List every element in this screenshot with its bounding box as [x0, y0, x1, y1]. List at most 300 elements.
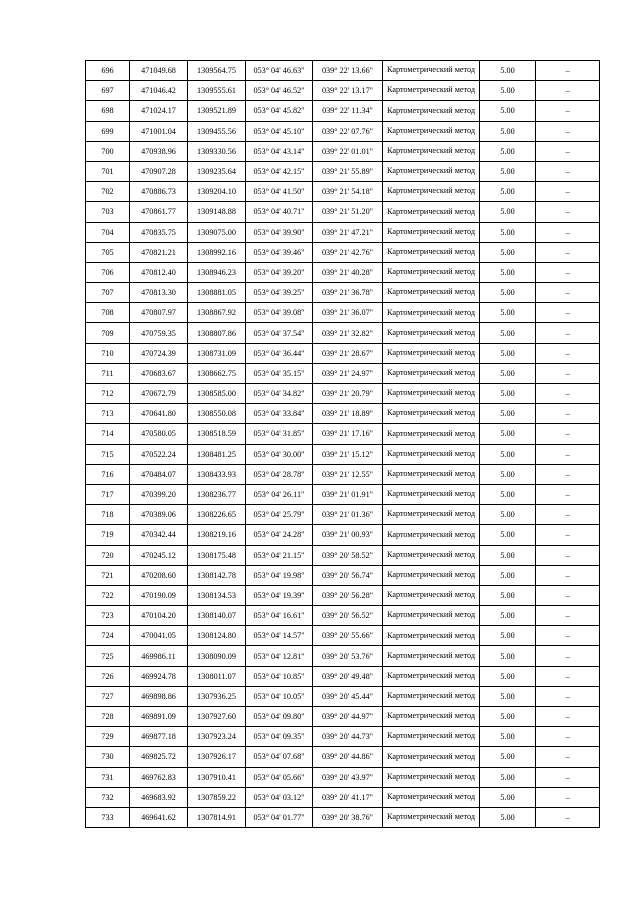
x-coordinate-cell: 470399.20	[130, 484, 188, 504]
table-row	[86, 565, 600, 585]
y-coordinate-cell: 1308140.07	[188, 606, 246, 626]
table-row	[86, 626, 600, 646]
point-number-cell: 697	[86, 81, 130, 101]
note-cell: –	[536, 81, 600, 101]
method-cell: Картометрический метод	[383, 424, 480, 444]
y-coordinate-cell: 1308518.59	[188, 424, 246, 444]
method-cell: Картометрический метод	[383, 404, 480, 424]
point-number-cell: 699	[86, 121, 130, 141]
accuracy-cell: 5.00	[480, 565, 536, 585]
latitude-cell: 053° 04' 09.80"	[246, 707, 313, 727]
accuracy-cell: 5.00	[480, 283, 536, 303]
method-cell: Картометрический метод	[383, 343, 480, 363]
longitude-cell: 039° 20' 44.86"	[313, 747, 383, 767]
point-number-cell: 732	[86, 787, 130, 807]
point-number-cell: 733	[86, 807, 130, 827]
x-coordinate-cell: 469891.09	[130, 707, 188, 727]
y-coordinate-cell: 1308011.07	[188, 666, 246, 686]
accuracy-cell: 5.00	[480, 606, 536, 626]
y-coordinate-cell: 1308124.80	[188, 626, 246, 646]
point-number-cell: 710	[86, 343, 130, 363]
point-number-cell: 702	[86, 182, 130, 202]
method-cell: Картометрический метод	[383, 121, 480, 141]
latitude-cell: 053° 04' 12.81"	[246, 646, 313, 666]
table-row	[86, 424, 600, 444]
latitude-cell: 053° 04' 31.85"	[246, 424, 313, 444]
method-cell: Картометрический метод	[383, 81, 480, 101]
table-row	[86, 323, 600, 343]
latitude-cell: 053° 04' 39.25"	[246, 283, 313, 303]
table-row	[86, 666, 600, 686]
method-cell: Картометрический метод	[383, 585, 480, 605]
note-cell: –	[536, 646, 600, 666]
accuracy-cell: 5.00	[480, 343, 536, 363]
y-coordinate-cell: 1308946.23	[188, 262, 246, 282]
latitude-cell: 053° 04' 45.10"	[246, 121, 313, 141]
x-coordinate-cell: 470861.77	[130, 202, 188, 222]
accuracy-cell: 5.00	[480, 666, 536, 686]
note-cell: –	[536, 202, 600, 222]
method-cell: Картометрический метод	[383, 323, 480, 343]
method-cell: Картометрический метод	[383, 242, 480, 262]
method-cell: Картометрический метод	[383, 182, 480, 202]
y-coordinate-cell: 1309521.89	[188, 101, 246, 121]
accuracy-cell: 5.00	[480, 545, 536, 565]
point-number-cell: 701	[86, 161, 130, 181]
latitude-cell: 053° 04' 28.78"	[246, 464, 313, 484]
table-row	[86, 202, 600, 222]
y-coordinate-cell: 1308226.65	[188, 505, 246, 525]
longitude-cell: 039° 20' 44.73"	[313, 727, 383, 747]
y-coordinate-cell: 1308807.86	[188, 323, 246, 343]
point-number-cell: 717	[86, 484, 130, 504]
y-coordinate-cell: 1308219.16	[188, 525, 246, 545]
point-number-cell: 727	[86, 686, 130, 706]
longitude-cell: 039° 20' 56.74"	[313, 565, 383, 585]
latitude-cell: 053° 04' 39.46"	[246, 242, 313, 262]
accuracy-cell: 5.00	[480, 767, 536, 787]
accuracy-cell: 5.00	[480, 404, 536, 424]
accuracy-cell: 5.00	[480, 585, 536, 605]
longitude-cell: 039° 21' 54.18"	[313, 182, 383, 202]
accuracy-cell: 5.00	[480, 303, 536, 323]
method-cell: Картометрический метод	[383, 222, 480, 242]
y-coordinate-cell: 1307814.91	[188, 807, 246, 827]
point-number-cell: 724	[86, 626, 130, 646]
note-cell: –	[536, 424, 600, 444]
x-coordinate-cell: 471046.42	[130, 81, 188, 101]
method-cell: Картометрический метод	[383, 505, 480, 525]
latitude-cell: 053° 04' 45.82"	[246, 101, 313, 121]
note-cell: –	[536, 606, 600, 626]
table-row	[86, 141, 600, 161]
longitude-cell: 039° 21' 17.16"	[313, 424, 383, 444]
table-row	[86, 262, 600, 282]
accuracy-cell: 5.00	[480, 384, 536, 404]
x-coordinate-cell: 470522.24	[130, 444, 188, 464]
point-number-cell: 731	[86, 767, 130, 787]
note-cell: –	[536, 484, 600, 504]
latitude-cell: 053° 04' 35.15"	[246, 363, 313, 383]
point-number-cell: 729	[86, 727, 130, 747]
longitude-cell: 039° 20' 45.44"	[313, 686, 383, 706]
table-row	[86, 787, 600, 807]
method-cell: Картометрический метод	[383, 646, 480, 666]
y-coordinate-cell: 1308142.78	[188, 565, 246, 585]
note-cell: –	[536, 565, 600, 585]
x-coordinate-cell: 471001.04	[130, 121, 188, 141]
latitude-cell: 053° 04' 03.12"	[246, 787, 313, 807]
table-row	[86, 767, 600, 787]
y-coordinate-cell: 1309235.64	[188, 161, 246, 181]
method-cell: Картометрический метод	[383, 565, 480, 585]
y-coordinate-cell: 1307926.17	[188, 747, 246, 767]
x-coordinate-cell: 471024.17	[130, 101, 188, 121]
point-number-cell: 730	[86, 747, 130, 767]
accuracy-cell: 5.00	[480, 525, 536, 545]
coordinates-table	[85, 60, 600, 828]
point-number-cell: 706	[86, 262, 130, 282]
table-row	[86, 464, 600, 484]
longitude-cell: 039° 20' 43.97"	[313, 767, 383, 787]
note-cell: –	[536, 363, 600, 383]
x-coordinate-cell: 470342.44	[130, 525, 188, 545]
x-coordinate-cell: 469825.72	[130, 747, 188, 767]
method-cell: Картометрический метод	[383, 161, 480, 181]
longitude-cell: 039° 21' 32.82"	[313, 323, 383, 343]
accuracy-cell: 5.00	[480, 61, 536, 81]
y-coordinate-cell: 1309204.10	[188, 182, 246, 202]
longitude-cell: 039° 21' 51.20"	[313, 202, 383, 222]
method-cell: Картометрический метод	[383, 787, 480, 807]
method-cell: Картометрический метод	[383, 666, 480, 686]
point-number-cell: 712	[86, 384, 130, 404]
point-number-cell: 708	[86, 303, 130, 323]
x-coordinate-cell: 470886.73	[130, 182, 188, 202]
table-row	[86, 545, 600, 565]
latitude-cell: 053° 04' 46.52"	[246, 81, 313, 101]
accuracy-cell: 5.00	[480, 807, 536, 827]
note-cell: –	[536, 61, 600, 81]
table-row	[86, 807, 600, 827]
x-coordinate-cell: 470641.80	[130, 404, 188, 424]
y-coordinate-cell: 1307923.24	[188, 727, 246, 747]
longitude-cell: 039° 22' 07.76"	[313, 121, 383, 141]
y-coordinate-cell: 1307927.60	[188, 707, 246, 727]
point-number-cell: 720	[86, 545, 130, 565]
point-number-cell: 705	[86, 242, 130, 262]
latitude-cell: 053° 04' 46.63"	[246, 61, 313, 81]
accuracy-cell: 5.00	[480, 101, 536, 121]
method-cell: Картометрический метод	[383, 303, 480, 323]
latitude-cell: 053° 04' 43.14"	[246, 141, 313, 161]
table-row	[86, 121, 600, 141]
note-cell: –	[536, 303, 600, 323]
note-cell: –	[536, 585, 600, 605]
latitude-cell: 053° 04' 10.05"	[246, 686, 313, 706]
x-coordinate-cell: 469986.11	[130, 646, 188, 666]
note-cell: –	[536, 525, 600, 545]
method-cell: Картометрический метод	[383, 262, 480, 282]
latitude-cell: 053° 04' 25.79"	[246, 505, 313, 525]
accuracy-cell: 5.00	[480, 81, 536, 101]
accuracy-cell: 5.00	[480, 222, 536, 242]
x-coordinate-cell: 470807.97	[130, 303, 188, 323]
y-coordinate-cell: 1308175.48	[188, 545, 246, 565]
latitude-cell: 053° 04' 10.85"	[246, 666, 313, 686]
point-number-cell: 704	[86, 222, 130, 242]
point-number-cell: 723	[86, 606, 130, 626]
longitude-cell: 039° 22' 13.17"	[313, 81, 383, 101]
table-row	[86, 606, 600, 626]
method-cell: Картометрический метод	[383, 202, 480, 222]
point-number-cell: 715	[86, 444, 130, 464]
note-cell: –	[536, 262, 600, 282]
note-cell: –	[536, 505, 600, 525]
method-cell: Картометрический метод	[383, 525, 480, 545]
method-cell: Картометрический метод	[383, 767, 480, 787]
latitude-cell: 053° 04' 24.28"	[246, 525, 313, 545]
y-coordinate-cell: 1309455.56	[188, 121, 246, 141]
accuracy-cell: 5.00	[480, 787, 536, 807]
longitude-cell: 039° 22' 13.66"	[313, 61, 383, 81]
table-row	[86, 585, 600, 605]
x-coordinate-cell: 470813.30	[130, 283, 188, 303]
note-cell: –	[536, 101, 600, 121]
latitude-cell: 053° 04' 33.84"	[246, 404, 313, 424]
y-coordinate-cell: 1308090.09	[188, 646, 246, 666]
method-cell: Картометрический метод	[383, 384, 480, 404]
longitude-cell: 039° 21' 36.07"	[313, 303, 383, 323]
latitude-cell: 053° 04' 42.15"	[246, 161, 313, 181]
longitude-cell: 039° 21' 01.36"	[313, 505, 383, 525]
x-coordinate-cell: 470580.05	[130, 424, 188, 444]
point-number-cell: 726	[86, 666, 130, 686]
x-coordinate-cell: 470835.75	[130, 222, 188, 242]
longitude-cell: 039° 20' 38.76"	[313, 807, 383, 827]
method-cell: Картометрический метод	[383, 283, 480, 303]
longitude-cell: 039° 22' 01.01"	[313, 141, 383, 161]
point-number-cell: 698	[86, 101, 130, 121]
table-row	[86, 81, 600, 101]
table-row	[86, 182, 600, 202]
accuracy-cell: 5.00	[480, 424, 536, 444]
note-cell: –	[536, 464, 600, 484]
latitude-cell: 053° 04' 19.39"	[246, 585, 313, 605]
note-cell: –	[536, 121, 600, 141]
x-coordinate-cell: 470190.09	[130, 585, 188, 605]
note-cell: –	[536, 343, 600, 363]
x-coordinate-cell: 470683.67	[130, 363, 188, 383]
longitude-cell: 039° 21' 28.67"	[313, 343, 383, 363]
accuracy-cell: 5.00	[480, 707, 536, 727]
latitude-cell: 053° 04' 14.57"	[246, 626, 313, 646]
y-coordinate-cell: 1308236.77	[188, 484, 246, 504]
note-cell: –	[536, 787, 600, 807]
accuracy-cell: 5.00	[480, 323, 536, 343]
longitude-cell: 039° 21' 01.91"	[313, 484, 383, 504]
longitude-cell: 039° 21' 47.21"	[313, 222, 383, 242]
table-row	[86, 283, 600, 303]
longitude-cell: 039° 22' 11.34"	[313, 101, 383, 121]
longitude-cell: 039° 21' 36.78"	[313, 283, 383, 303]
note-cell: –	[536, 666, 600, 686]
x-coordinate-cell: 470724.39	[130, 343, 188, 363]
longitude-cell: 039° 20' 49.48"	[313, 666, 383, 686]
latitude-cell: 053° 04' 34.82"	[246, 384, 313, 404]
x-coordinate-cell: 469641.62	[130, 807, 188, 827]
table-row	[86, 444, 600, 464]
table-row	[86, 646, 600, 666]
table-row	[86, 747, 600, 767]
method-cell: Картометрический метод	[383, 626, 480, 646]
note-cell: –	[536, 727, 600, 747]
note-cell: –	[536, 323, 600, 343]
note-cell: –	[536, 141, 600, 161]
table-row	[86, 242, 600, 262]
note-cell: –	[536, 767, 600, 787]
accuracy-cell: 5.00	[480, 747, 536, 767]
y-coordinate-cell: 1308992.16	[188, 242, 246, 262]
x-coordinate-cell: 470389.06	[130, 505, 188, 525]
longitude-cell: 039° 20' 44.97"	[313, 707, 383, 727]
point-number-cell: 707	[86, 283, 130, 303]
y-coordinate-cell: 1307910.41	[188, 767, 246, 787]
y-coordinate-cell: 1308585.00	[188, 384, 246, 404]
accuracy-cell: 5.00	[480, 626, 536, 646]
x-coordinate-cell: 470245.12	[130, 545, 188, 565]
note-cell: –	[536, 807, 600, 827]
latitude-cell: 053° 04' 39.90"	[246, 222, 313, 242]
longitude-cell: 039° 21' 00.93"	[313, 525, 383, 545]
table-row	[86, 484, 600, 504]
y-coordinate-cell: 1308433.93	[188, 464, 246, 484]
x-coordinate-cell: 470672.79	[130, 384, 188, 404]
accuracy-cell: 5.00	[480, 242, 536, 262]
longitude-cell: 039° 20' 56.52"	[313, 606, 383, 626]
method-cell: Картометрический метод	[383, 464, 480, 484]
y-coordinate-cell: 1309148.88	[188, 202, 246, 222]
accuracy-cell: 5.00	[480, 161, 536, 181]
point-number-cell: 716	[86, 464, 130, 484]
latitude-cell: 053° 04' 21.15"	[246, 545, 313, 565]
x-coordinate-cell: 470104.20	[130, 606, 188, 626]
y-coordinate-cell: 1309075.00	[188, 222, 246, 242]
longitude-cell: 039° 20' 56.28"	[313, 585, 383, 605]
longitude-cell: 039° 20' 58.52"	[313, 545, 383, 565]
y-coordinate-cell: 1308550.08	[188, 404, 246, 424]
note-cell: –	[536, 404, 600, 424]
note-cell: –	[536, 707, 600, 727]
latitude-cell: 053° 04' 36.44"	[246, 343, 313, 363]
x-coordinate-cell: 469898.86	[130, 686, 188, 706]
method-cell: Картометрический метод	[383, 61, 480, 81]
longitude-cell: 039° 21' 15.12"	[313, 444, 383, 464]
latitude-cell: 053° 04' 05.66"	[246, 767, 313, 787]
point-number-cell: 696	[86, 61, 130, 81]
accuracy-cell: 5.00	[480, 444, 536, 464]
accuracy-cell: 5.00	[480, 202, 536, 222]
longitude-cell: 039° 21' 42.76"	[313, 242, 383, 262]
accuracy-cell: 5.00	[480, 182, 536, 202]
method-cell: Картометрический метод	[383, 444, 480, 464]
latitude-cell: 053° 04' 37.54"	[246, 323, 313, 343]
note-cell: –	[536, 545, 600, 565]
method-cell: Картометрический метод	[383, 101, 480, 121]
method-cell: Картометрический метод	[383, 545, 480, 565]
document-page	[85, 60, 599, 828]
longitude-cell: 039° 21' 40.28"	[313, 262, 383, 282]
y-coordinate-cell: 1308881.05	[188, 283, 246, 303]
accuracy-cell: 5.00	[480, 505, 536, 525]
table-row	[86, 101, 600, 121]
coordinates-table-body	[86, 61, 600, 828]
x-coordinate-cell: 470759.35	[130, 323, 188, 343]
note-cell: –	[536, 384, 600, 404]
table-row	[86, 222, 600, 242]
table-row	[86, 404, 600, 424]
latitude-cell: 053° 04' 01.77"	[246, 807, 313, 827]
method-cell: Картометрический метод	[383, 727, 480, 747]
point-number-cell: 709	[86, 323, 130, 343]
table-row	[86, 505, 600, 525]
point-number-cell: 725	[86, 646, 130, 666]
table-row	[86, 343, 600, 363]
y-coordinate-cell: 1307936.25	[188, 686, 246, 706]
note-cell: –	[536, 242, 600, 262]
x-coordinate-cell: 469762.83	[130, 767, 188, 787]
y-coordinate-cell: 1308662.75	[188, 363, 246, 383]
y-coordinate-cell: 1308134.53	[188, 585, 246, 605]
point-number-cell: 718	[86, 505, 130, 525]
point-number-cell: 714	[86, 424, 130, 444]
accuracy-cell: 5.00	[480, 686, 536, 706]
point-number-cell: 703	[86, 202, 130, 222]
latitude-cell: 053° 04' 39.20"	[246, 262, 313, 282]
longitude-cell: 039° 21' 12.55"	[313, 464, 383, 484]
x-coordinate-cell: 470208.60	[130, 565, 188, 585]
latitude-cell: 053° 04' 26.11"	[246, 484, 313, 504]
y-coordinate-cell: 1309555.61	[188, 81, 246, 101]
accuracy-cell: 5.00	[480, 646, 536, 666]
method-cell: Картометрический метод	[383, 707, 480, 727]
x-coordinate-cell: 470821.21	[130, 242, 188, 262]
x-coordinate-cell: 470812.40	[130, 262, 188, 282]
latitude-cell: 053° 04' 09.35"	[246, 727, 313, 747]
accuracy-cell: 5.00	[480, 464, 536, 484]
note-cell: –	[536, 747, 600, 767]
accuracy-cell: 5.00	[480, 727, 536, 747]
accuracy-cell: 5.00	[480, 363, 536, 383]
table-row	[86, 61, 600, 81]
longitude-cell: 039° 20' 41.17"	[313, 787, 383, 807]
table-row	[86, 525, 600, 545]
latitude-cell: 053° 04' 16.61"	[246, 606, 313, 626]
point-number-cell: 728	[86, 707, 130, 727]
point-number-cell: 721	[86, 565, 130, 585]
method-cell: Картометрический метод	[383, 363, 480, 383]
point-number-cell: 711	[86, 363, 130, 383]
table-row	[86, 161, 600, 181]
point-number-cell: 700	[86, 141, 130, 161]
y-coordinate-cell: 1309564.75	[188, 61, 246, 81]
x-coordinate-cell: 470907.28	[130, 161, 188, 181]
method-cell: Картометрический метод	[383, 747, 480, 767]
table-row	[86, 363, 600, 383]
table-row	[86, 384, 600, 404]
x-coordinate-cell: 469924.78	[130, 666, 188, 686]
longitude-cell: 039° 21' 20.79"	[313, 384, 383, 404]
